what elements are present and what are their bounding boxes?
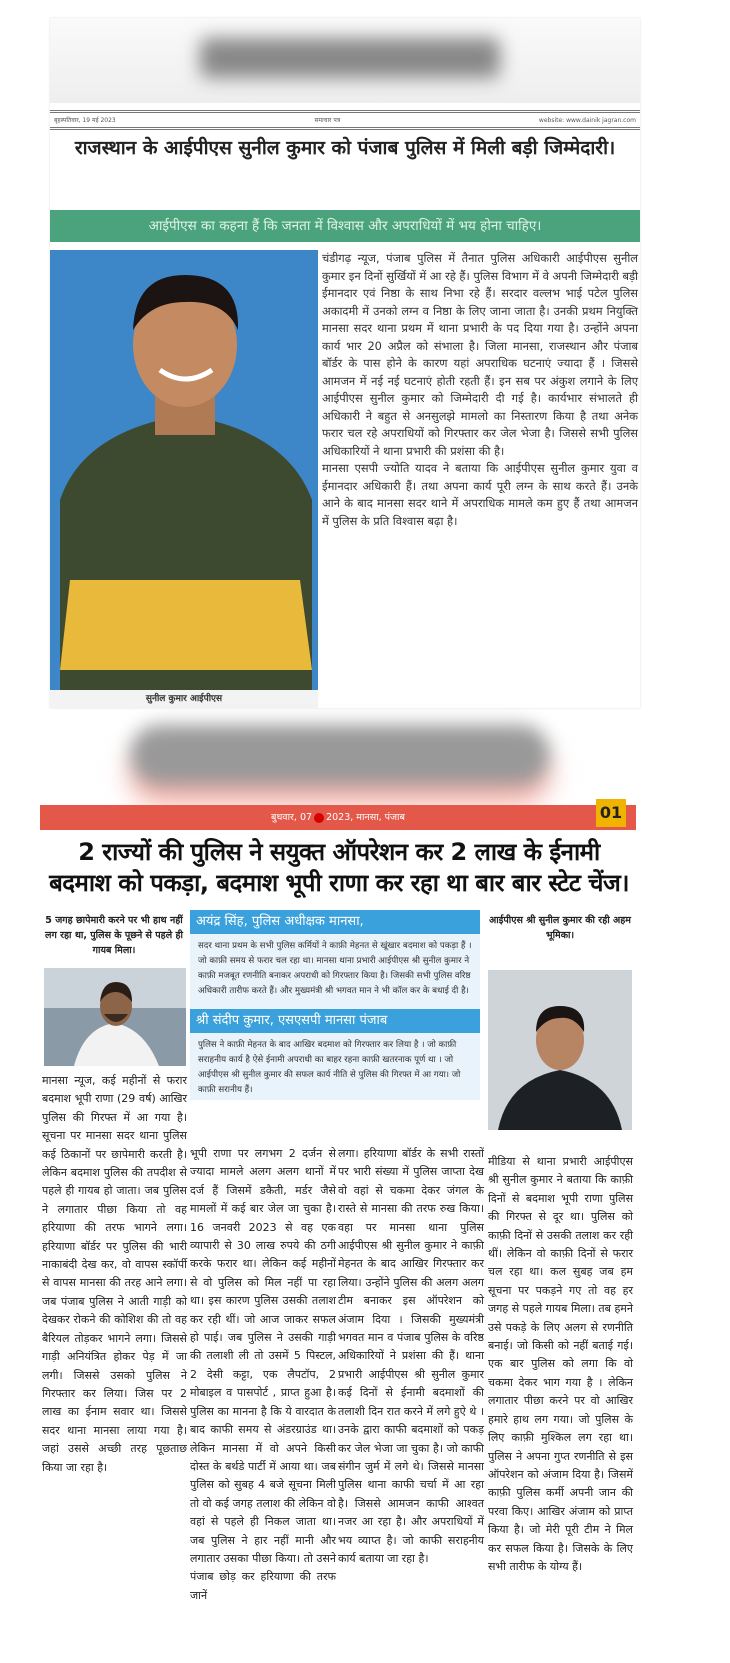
dateline-band (40, 805, 636, 830)
issue-date: बृहस्पतिवार, 19 मई 2023 (54, 117, 116, 124)
newspaper-clipping-2 (40, 715, 636, 1650)
paragraph: मानसा एसपी ज्योति यादव ने बताया कि आईपीएस सुनील कुमार युवा व ईमानदार अधिकारी हैं। तथा अपना कार्य पूरी लग्न के साथ करते हैं। उनके आने के बाद मानसा सदर थाने में अपराधिक मामले कम हुए हैं तथा आमजन में पुलिस के प्रति विश्वास बढ़ा है। (322, 461, 638, 528)
quote-text: पुलिस ने काफ़ी मेहनत के बाद आखिर बदमाश को गिरफ्तार कर लिया है । जो काफ़ी सराहनीय कार्य है ऐसे ईनामी अपराधी का बाहर रहना काफ़ी खतरनाक पूर्ण था । जो आईपीएस श्री सुनील कुमार की सफल कार्य नीति से पुलिस की गिरफ्त में आ गया। जो काफ़ी सरानीय हैं। (198, 1040, 461, 1095)
paragraph: चंडीगढ़ न्यूज, पंजाब पुलिस में तैनात पुलिस अधिकारी आईपीएस सुनील कुमार इन दिनों सुर्खियों में आ रहे हैं। पुलिस विभाग में वे अपनी जिम्मेदारी बड़ी ईमानदार एवं निष्ठा के साथ निभा रहे हैं। सरदार वल्लभ भाई पटेल पुलिस अकादमी में उनको लग्न व निष्ठा के लिए जाना जाता है। उनकी प्रथम नियुक्ति मानसा सदर थाना प्रथम में थाना प्रभारी के पद दिया गया है। उन्होंने अपना कार्य भार 20 अप्रैल को संभाला है। जिला मानसा, राजस्थान और पंजाब बॉर्डर के पास होने के कारण यहां अपराधिक घटनाएं ज्यादा हैं । जिससे आमजन में नई नई घटनाएं होती रहती हैं। इन सब पर अंकुश लगाने के लिए आईपीएस सुनील कुमार को जिम्मेदारी दी गई है। कार्यभार संभालते ही अधिकारी ने बहुत से अनसुलझे मामलो का निस्तारण किया है तथा अनेक फरार चल रहे अपराधियों को गिरफ्तार कर जेल भेजा है। जिससे सभी पुलिस अधिकारियों ने थाना प्रभारी की प्रशंसा की है। (322, 251, 638, 458)
right-subhead: आईपीएस श्री सुनील कुमार की रही अहम भूमिका। (489, 915, 631, 941)
newspaper-clipping-1 (50, 18, 640, 708)
article-body (322, 250, 638, 530)
photo-caption: सुनील कुमार आईपीएस (50, 690, 318, 708)
officer-photo (488, 970, 632, 1130)
quote-heading: श्री संदीप कुमार, एसएसपी मानसा पंजाब (190, 1009, 480, 1033)
website-label: website: www.dainik jagran.com (538, 116, 636, 124)
quotes-box (190, 910, 480, 1100)
red-blot-icon (314, 813, 324, 823)
issue-date-prefix: बुधवार, 07 (271, 812, 313, 823)
issue-date-suffix: 2023, मानसा, पंजाब (326, 812, 405, 823)
blurred-masthead (50, 18, 640, 103)
suspect-photo (44, 968, 186, 1066)
quote-text: सदर थाना प्रथम के सभी पुलिस कर्मियों ने काफ़ी मेहनत से खूंखार बदमाश को पकड़ा हैं । जो काफ़ी समय से फरार चल रहा था। मानसा थाना प्रभारी आईपीएस श्री सुनील कुमार ने काफ़ी मजबूत रणनीति बनाकर अपराधी को गिरफ्तार किया है। जिसकी सभी पुलिस वरिष्ठ अधिकारी तारीफ करते हैं। और मुख्यमंत्री श्री भगवत मान ने भी कॉल कर के बधाई दी है। (198, 941, 472, 996)
page-number-badge: 01 (596, 799, 626, 827)
dateline (50, 110, 640, 130)
left-subhead: 5 जगह छापेमारी करने पर भी हाथ नहीं लग रहा था, पुलिस के पूछने से पहले ही गायब मिला। (45, 915, 183, 956)
blurred-masthead (40, 715, 636, 805)
article-column-3: लगा। हरियाणा बॉर्डर के सभी रास्तों पर भारी संख्या में पुलिस जाप्ता देख वो वहां से चकमा देकर जंगल के रास्ते से मानसा की तरफ रुख किया। वहा पर मानसा थाना पुलिस आईपीएस श्री सुनील कुमार ने काफ़ी मेहनत के बाद आखिर गिरफ्तार कर लिया। उन्होंने पुलिस की अलग अलग टीम बनाकर इस ऑपरेशन को अंजाम दिया । जिसकी मुख्यमंत्री भगवत मान व पंजाब पुलिस के वरिष्ठ अधिकारियों ने प्रशंसा की हैं। थाना प्रभारी आईपीएस श्री सुनील कुमार कई दिनों से ईनामी बदमाशों की तलाशी दिन रात करने में लगे हुऐ थे । उनके द्वारा काफी बदमाशों को पकड़ कर जेल भेजा जा चुका है। जो काफी संगीन जुर्म में लगे थे। जिससे मानसा पुलिस थाना काफी चर्चा में आ रहा है। जिससे आमजन काफी आश्वत नजर आ रहा है। और अपराधियों में भय व्याप्त है। जो काफी सराहनीय कार्य बताया जा रहा है। (338, 1147, 484, 1565)
paper-label: समाचार पत्र (314, 117, 341, 124)
subheadline-band: आईपीएस का कहना हैं कि जनता में विश्वास और अपराधियों में भय होना चाहिए। (50, 210, 640, 242)
officer-photo (50, 250, 318, 708)
article-column-1: मानसा न्यूज, कई महीनों से फरार बदमाश भूपी राणा (29 वर्ष) आखिर पुलिस की गिरफ्त में आ गया है। सूचना पर मानसा सदर थाना पुलिस कई ठिकानों पर छापेमारी करती है। लेकिन बदमाश पुलिस की तपदीश से पहले ही गायब हो जाता। जब पुलिस ने लगातार पीछा किया तो वह हरियाणा की तरफ भागने लगा। हरियाणा बॉर्डर पर पुलिस की भारी नाकाबंदी देख कर, वो वापस स्कॉर्पी से वापस मानसा की तरह आने लगा। जब पंजाब पुलिस ने आती गाड़ी को देखकर रोकने की कोशिश की तो वह बैरियल तोड़कर भागने लगा। जिससे गाड़ी अनियंत्रित होकर पेड़ में जा लगी। जिससे उसको पुलिस ने गिरफ्तार कर लिया। जिस पर 2 लाख का ईनाम सवार था। जिससे सदर थाना मानसा लाया गया है। जहां उससे अच्छी तरह पूछताछ किया जा रहा है। (42, 1074, 187, 1474)
article-column-4: मीडिया से थाना प्रभारी आईपीएस श्री सुनील कुमार ने बताया कि काफ़ी दिनों से बदमाश भूपी राणा पुलिस की गिरफ्त से दूर था। पुलिस को काफ़ी दिनों से उसकी तलाश कर रही थीं। लेकिन वो काफ़ी दिनों से फरार चल रहा था। कल सुबह जब हम सूचना पर पकड़ने गए तो वह हर जगह से पहले गायब मिला। तब हमने उसे पकड़े के लिए अलग से रणनीति बनाई। जो किसी को नहीं बताई गई। एक बार पुलिस को लगा कि वो चकमा देकर भाग गया है । लेकिन लगातार पीछा करने पर वो आखिर हमारे हाथ लग गया। जो पुलिस के लिए काफ़ी मुश्किल लग रहा था। पुलिस ने अपना गुप्त रणनीति से इस ऑपरेशन को अंजाम दिया है। जिसमें काफ़ी पुलिस कर्मी अपनी जान की परवा किए। आखिर अंजाम को प्राप्त किया है। जो मेरी पूरी टीम ने मिल कर सफल किया है। जिसके के लिए सभी तारीफ के योग्य हैं। (488, 1155, 633, 1573)
headline: राजस्थान के आईपीएस सुनील कुमार को पंजाब पुलिस में मिली बड़ी जिम्मेदारी। (74, 137, 616, 159)
quote-heading: अयंद्र सिंह, पुलिस अधीक्षक मानसा, (190, 910, 480, 934)
headline: 2 राज्यों की पुलिस ने सयुक्त ऑपरेशन कर 2 लाख के ईनामी बदमाश को पकड़ा, बदमाश भूपी राणा कर रहा था बार बार स्टेट चेंज। (49, 838, 629, 897)
article-column-2: भूपी राणा पर लगभग 2 दर्जन से ज्यादा मामले अलग अलग थानों में दर्ज हैं जिसमें डकैती, मर्डर जैसे मामलों में कई बार जेल जा चुका है। 16 जनवरी 2023 से वह एक व्यापारी से 30 लाख रुपये की ठगी करके फरार था। लेकिन कई महीनों से वो पुलिस को मिल नहीं पा रहा था। इस कारण पुलिस उसकी तलाश कर रही थीं। जो आज जाकर सफल हो पाई। जब पुलिस ने उसकी गाड़ी की तलाशी ली तो उसमें 5 पिस्टल, 2 देसी कट्टा, एक लैपटॉप, 2 मोबाइल व पासपोर्ट , प्राप्त हुआ है। पुलिस का मानना है कि ये वारदात के बाद काफी समय से अंडरग्राउंड था। लेकिन मानसा में वो अपने किसी दोस्त के बर्थडे पार्टी में आया था। जब पुलिस को सुबह 4 बजे सूचना मिली तो वो कई जगह तलाश की लेकिन वो वहां से पहले ही निकल जाता था। जब पुलिस ने हार नहीं मानी और लगातार उसका पीछा किया। तो उसने पंजाब छोड़ कर हरियाणा की तरफ जानें (190, 1147, 336, 1602)
